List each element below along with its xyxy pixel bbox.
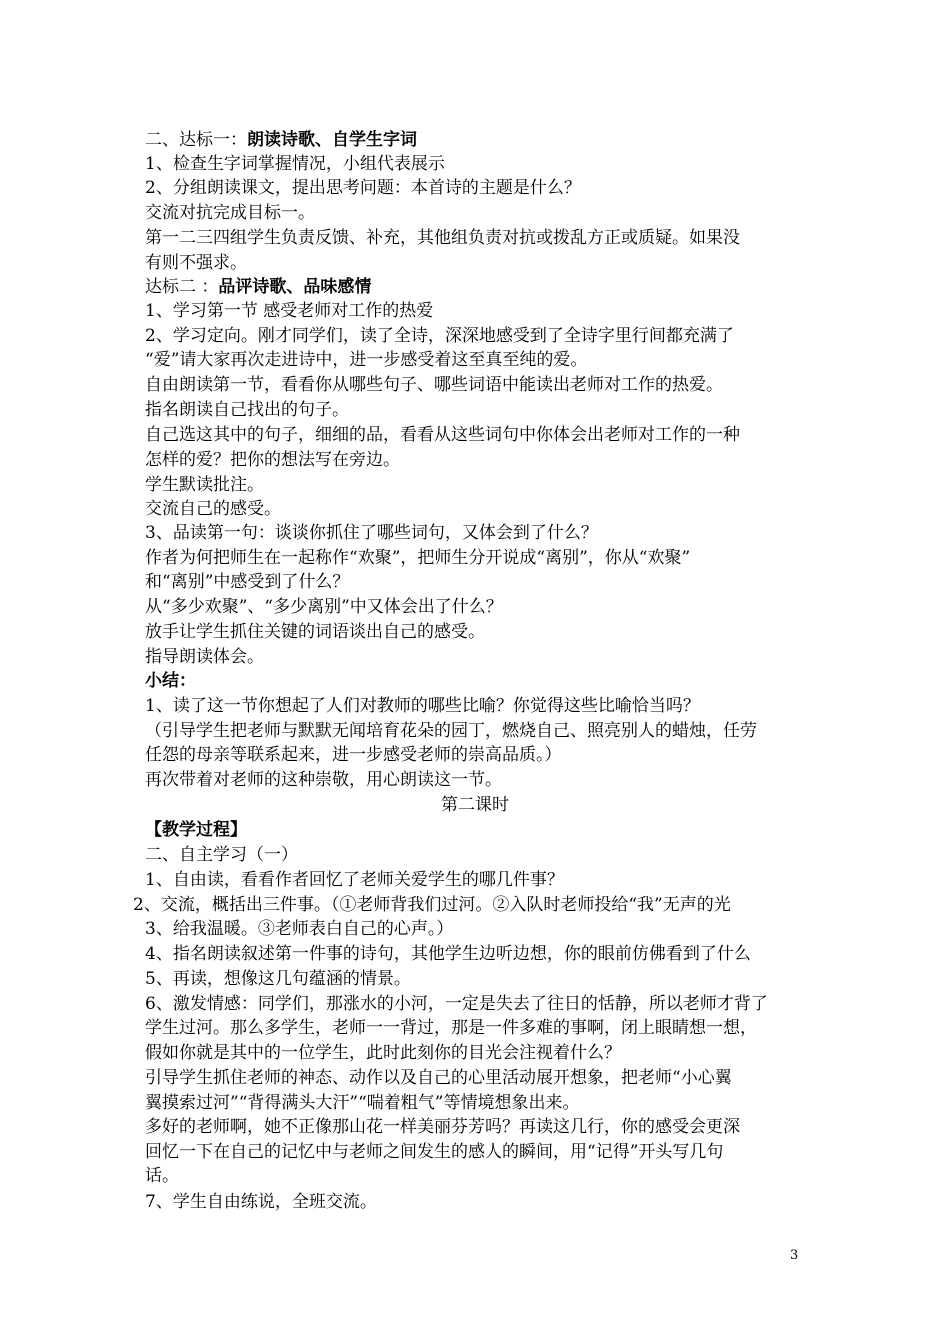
text-segment: 2、学习定向。刚才同学们，读了全诗，深深地感受到了全诗字里行间都充满了 (145, 326, 734, 346)
text-segment: 和“离别”中感受到了什么？ (145, 572, 350, 592)
text-line (145, 448, 815, 472)
text-line (145, 1041, 815, 1065)
text-segment: 4、指名朗读叙述第一件事的诗句，其他学生边听边想，你的眼前仿佛看到了什么 (145, 944, 751, 964)
text-line (145, 719, 815, 743)
text-segment: 3、品读第一句：谈谈你抓住了哪些词句，又体会到了什么？ (145, 523, 598, 543)
text-line (133, 893, 803, 917)
text-line (145, 992, 815, 1016)
text-line (145, 152, 815, 176)
bold-text-segment: 小结： (145, 671, 196, 691)
text-line (145, 1140, 815, 1164)
text-line (145, 768, 815, 792)
text-segment: 有则不强求。 (145, 253, 247, 273)
text-segment: 指名朗读自己找出的句子。 (145, 400, 349, 420)
text-line (145, 423, 815, 447)
text-line (145, 176, 815, 200)
text-segment: 话。 (145, 1166, 179, 1186)
text-line (145, 1066, 815, 1090)
text-line (145, 201, 815, 225)
text-line (145, 967, 815, 991)
text-segment: 二、达标一： (145, 130, 247, 150)
text-segment: 再次带着对老师的这种崇敬，用心朗读这一节。 (145, 770, 502, 790)
text-line (145, 1190, 815, 1214)
text-segment: 第二课时 (441, 795, 509, 815)
text-segment: （引导学生把老师与默默无闻培育花朵的园丁，燃烧自己、照亮别人的蜡烛，任劳 (145, 721, 757, 741)
text-line (145, 743, 815, 767)
text-segment: 5、再读，想像这几句蕴涵的情景。 (145, 969, 411, 989)
text-line (145, 1115, 815, 1139)
text-line (145, 275, 815, 299)
text-segment: 交流对抗完成目标一。 (145, 203, 315, 223)
text-line (145, 595, 815, 619)
bold-text-segment: 朗读诗歌、自学生字词 (247, 130, 417, 150)
text-segment: “爱”请大家再次走进诗中，进一步感受着这至真至纯的爱。 (145, 350, 588, 370)
text-line (145, 521, 815, 545)
text-segment: 6、激发情感：同学们，那涨水的小河，一定是失去了往日的恬静，所以老师才背了 (145, 994, 768, 1014)
text-line (145, 251, 815, 275)
text-line (145, 645, 815, 669)
text-segment: 1、学习第一节 感受老师对工作的热爱 (145, 301, 434, 321)
text-segment: 指导朗读体会。 (145, 647, 264, 667)
text-line (145, 942, 815, 966)
text-line (145, 917, 815, 941)
text-line (145, 546, 815, 570)
text-segment: 假如你就是其中的一位学生，此时此刻你的目光会注视着什么？ (145, 1043, 621, 1063)
text-segment: 引导学生抓住老师的神态、动作以及自己的心里活动展开想象，把老师“小心翼 (145, 1068, 732, 1088)
text-segment: 第一二三四组学生负责反馈、补充，其他组负责对抗或拨乱方正或质疑。如果没 (145, 228, 740, 248)
text-line (145, 373, 815, 397)
text-segment: 学生过河。那么多学生，老师一一背过，那是一件多难的事啊，闭上眼睛想一想， (145, 1018, 757, 1038)
text-line (145, 818, 815, 842)
text-segment: 作者为何把师生在一起称作“欢聚”，把师生分开说成“离别”，你从“欢聚” (145, 548, 691, 568)
text-line (145, 1091, 815, 1115)
text-segment: 任怨的母亲等联系起来，进一步感受老师的崇高品质。） (145, 745, 562, 765)
text-line (145, 348, 815, 372)
text-segment: 2、分组朗读课文，提出思考问题：本首诗的主题是什么？ (145, 178, 581, 198)
text-segment: 学生默读批注。 (145, 475, 264, 495)
text-line (145, 398, 815, 422)
page-number: 3 (790, 1248, 799, 1263)
text-segment: 2、交流，概括出三件事。（①老师背我们过河。②入队时老师投给“我”无声的光 (133, 895, 731, 915)
text-segment: 1、自由读，看看作者回忆了老师关爱学生的哪几件事？ (145, 870, 564, 890)
text-segment: 3、给我温暖。③老师表白自己的心声。） (145, 919, 454, 939)
text-segment: 自由朗读第一节，看看你从哪些句子、哪些词语中能读出老师对工作的热爱。 (145, 375, 723, 395)
text-line (145, 128, 815, 152)
text-segment: 回忆一下在自己的记忆中与老师之间发生的感人的瞬间，用“记得”开头写几句 (145, 1142, 724, 1162)
text-line (145, 843, 815, 867)
text-line (145, 497, 815, 521)
section-heading (145, 793, 805, 817)
bold-text-segment: 【教学过程】 (145, 820, 247, 840)
text-line (145, 1164, 815, 1188)
text-line (145, 1016, 815, 1040)
text-line (145, 570, 815, 594)
text-segment: 放手让学生抓住关键的词语谈出自己的感受。 (145, 622, 485, 642)
text-segment: 从“多少欢聚”、“多少离别”中又体会出了什么？ (145, 597, 503, 617)
text-segment: 怎样的爱？把你的想法写在旁边。 (145, 450, 400, 470)
text-segment: 二、自主学习（一） (145, 845, 298, 865)
text-segment: 自己选这其中的句子，细细的品，看看从这些词句中你体会出老师对工作的一种 (145, 425, 740, 445)
bold-text-segment: 品评诗歌、品味感情 (218, 277, 372, 297)
text-line (145, 694, 815, 718)
text-segment: 1、读了这一节你想起了人们对教师的哪些比喻？你觉得这些比喻恰当吗？ (145, 696, 700, 716)
text-line (145, 868, 815, 892)
text-segment: 1、检查生字词掌握情况，小组代表展示 (145, 154, 445, 174)
text-line (145, 669, 815, 693)
text-segment: 多好的老师啊，她不正像那山花一样美丽芬芳吗？再读这几行，你的感受会更深 (145, 1117, 740, 1137)
text-line (145, 226, 815, 250)
text-segment: 7、学生自由练说，全班交流。 (145, 1192, 377, 1212)
text-line (145, 620, 815, 644)
text-line (145, 324, 815, 348)
text-segment: 达标二 ： (145, 277, 219, 297)
text-line (145, 299, 815, 323)
text-segment: 交流自己的感受。 (145, 499, 281, 519)
text-segment: 翼摸索过河”“背得满头大汗”“喘着粗气”等情境想象出来。 (145, 1093, 580, 1113)
text-line (145, 473, 815, 497)
